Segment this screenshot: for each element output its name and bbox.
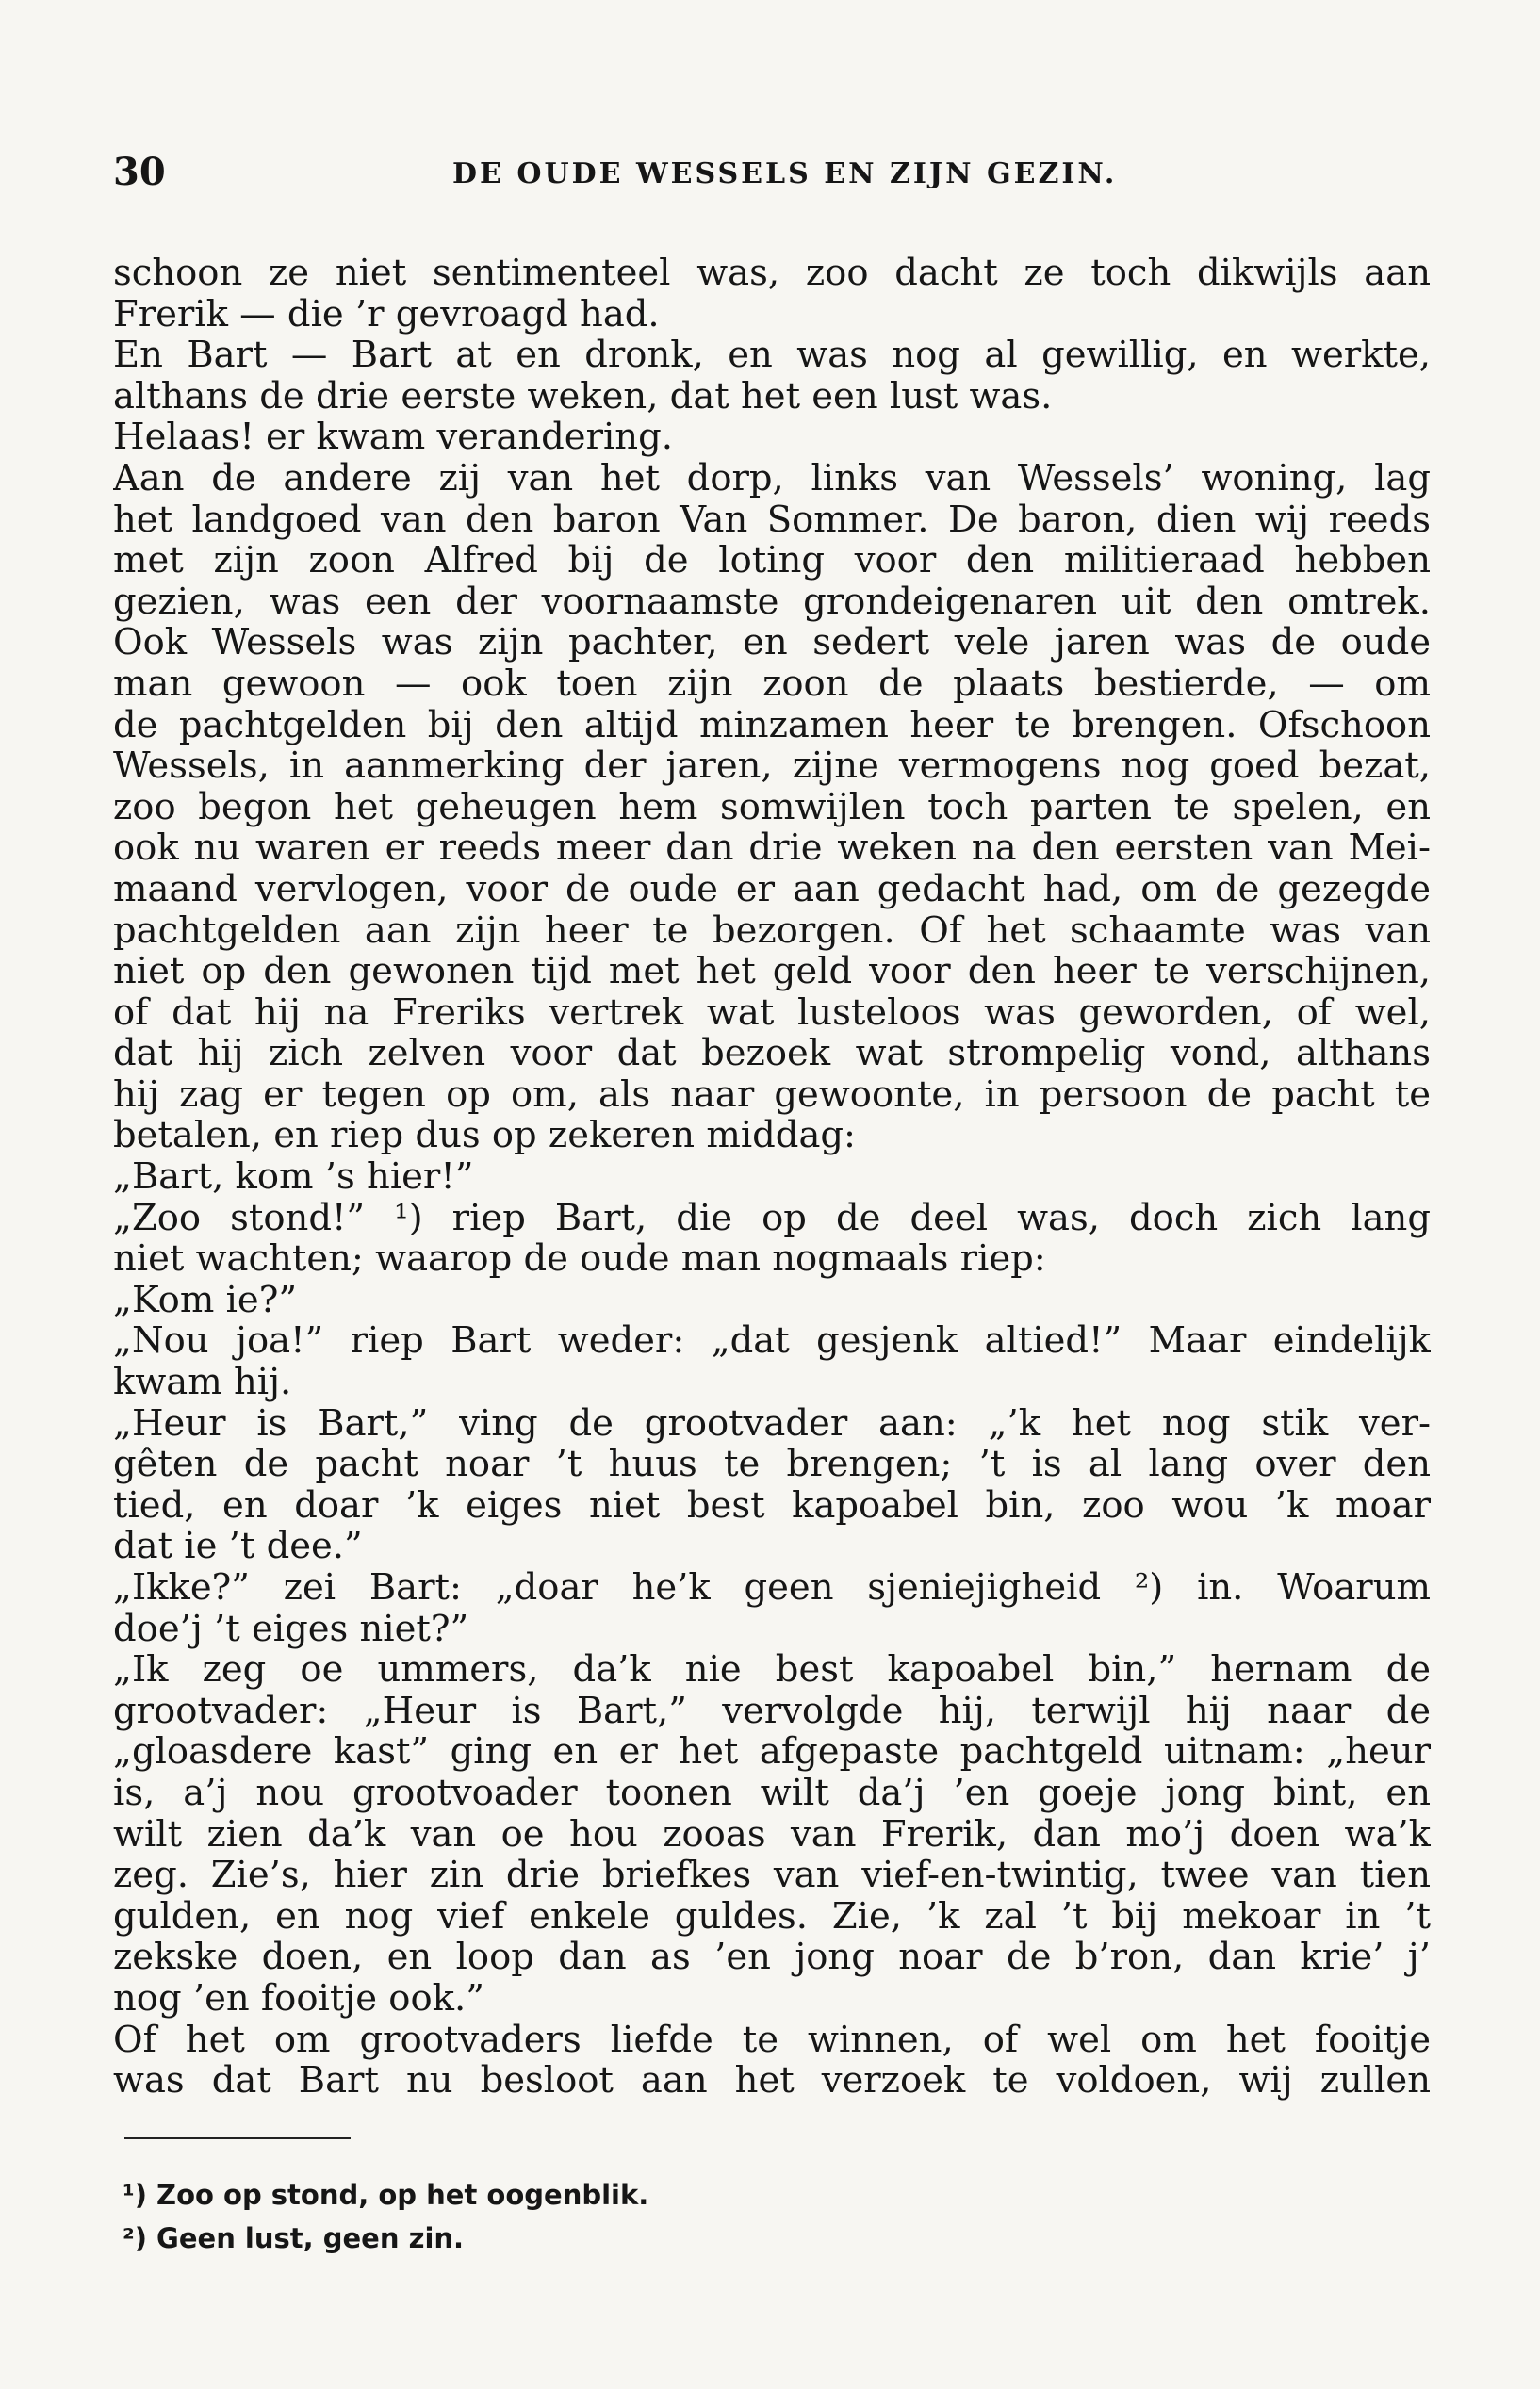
footnote-divider [124,2137,351,2139]
body-text [113,253,1431,2102]
page-number: 30 [113,150,166,194]
text-line: betalen, en riep dus op zekeren middag: [113,1115,857,1157]
text-line: pachtgelden aan zijn heer te bezorgen. Of het schaamte was van [113,909,1431,952]
text-line: maand vervlogen, voor de oude er aan gedacht had, om de gezegde [113,868,1431,910]
text-line: „Nou joa!” riep Bart weder: „dat gesjenk altied!” Maar eindelijk [113,1320,1431,1363]
text-line: hij zag er tegen op om, als naar gewoonte, in persoon de pacht te [113,1073,1431,1116]
text-line: zeg. Zie’s, hier zin drie briefkes van vief-en-twintig, twee van tien [113,1855,1431,1896]
text-line: Wessels, in aanmerking der jaren, zijne vermogens nog goed bezat, [113,745,1431,787]
text-line: wilt zien da’k van oe hou zooas van Frerik, dan mo’j doen wa’k [113,1813,1431,1856]
text-line: nog ’en fooitje ook.” [113,1977,484,2020]
text-line: Of het om grootvaders liefde te winnen, of wel om het fooitje [113,2019,1431,2061]
text-line: En Bart — Bart at en dronk, en was nog al gewillig, en werkte, [113,335,1431,376]
text-line: doe’j ’t eiges niet?” [113,1608,469,1650]
text-line: gulden, en nog vief enkele guldes. Zie, ’k zal ’t bij mekoar in ’t [113,1895,1431,1938]
text-line: „gloasdere kast” ging en er het afgepaste pachtgeld uitnam: „heur [113,1731,1431,1773]
text-line: ook nu waren er reeds meer dan drie weken na den eersten van Mei- [113,827,1431,869]
page-header [113,149,1433,196]
text-line: Helaas! er kwam verandering. [113,417,673,458]
text-line: het landgoed van den baron Van Sommer. De baron, dien wij reeds [113,499,1431,541]
text-line: de pachtgelden bij den altijd minzamen heer te brengen. Ofschoon [113,704,1431,746]
footnote-2: ²) Geen lust, geen zin. [123,2222,465,2254]
text-line: Aan de andere zij van het dorp, links van Wessels’ woning, lag [113,457,1431,499]
text-line: was dat Bart nu besloot aan het verzoek te voldoen, wij zullen [113,2060,1431,2102]
text-line: gêten de pacht noar ’t huus te brengen; ’t is al lang over den [113,1444,1431,1485]
text-line: zoo begon het geheugen hem somwijlen toch parten te spelen, en [113,786,1431,828]
text-line: althans de drie eerste weken, dat het een lust was. [113,375,1053,417]
text-line: Frerik — die ’r gevroagd had. [113,293,660,335]
text-line: is, a’j nou grootvoader toonen wilt da’j ’en goeje jong bint, en [113,1772,1431,1814]
text-line: niet wachten; waarop de oude man nogmaals riep: [113,1238,1046,1280]
text-line: man gewoon — ook toen zijn zoon de plaats bestierde, — om [113,663,1431,705]
text-line: „Heur is Bart,” ving de grootvader aan: „’k het nog stik ver- [113,1402,1431,1445]
text-line: met zijn zoon Alfred bij de loting voor den militieraad hebben [113,540,1431,581]
text-line: Ook Wessels was zijn pachter, en sedert vele jaren was de oude [113,622,1431,663]
text-line: tied, en doar ’k eiges niet best kapoabel bin, zoo wou ’k moar [113,1484,1431,1527]
text-line: of dat hij na Freriks vertrek wat lusteloos was geworden, of wel, [113,991,1431,1034]
text-line: „Bart, kom ’s hier!” [113,1156,474,1198]
text-line: dat ie ’t dee.” [113,1526,363,1567]
text-line: dat hij zich zelven voor dat bezoek wat strompelig vond, althans [113,1033,1431,1074]
footnote-1: ¹) Zoo op stond, op het oogenblik. [123,2179,649,2211]
text-line: gezien, was een der voornaamste grondeigenaren uit den omtrek. [113,581,1431,623]
text-line: „Zoo stond!” ¹) riep Bart, die op de deel was, doch zich lang [113,1197,1431,1239]
text-line: „Kom ie?” [113,1279,298,1321]
text-line: kwam hij. [113,1362,292,1403]
running-title: DE OUDE WESSELS EN ZIJN GEZIN. [452,157,1118,190]
text-line: schoon ze niet sentimenteel was, zoo dacht ze toch dikwijls aan [113,253,1431,294]
text-line: „Ikke?” zei Bart: „doar he’k geen sjeniejigheid ²) in. Woarum [113,1567,1431,1609]
text-line: zekske doen, en loop dan as ’en jong noar de b’ron, dan krie’ j’ [113,1937,1431,1978]
text-line: niet op den gewonen tijd met het geld voor den heer te verschijnen, [113,951,1431,992]
text-line: grootvader: „Heur is Bart,” vervolgde hij, terwijl hij naar de [113,1690,1431,1732]
footnotes [123,2173,1065,2260]
text-line: „Ik zeg oe ummers, da’k nie best kapoabel bin,” hernam de [113,1649,1431,1691]
